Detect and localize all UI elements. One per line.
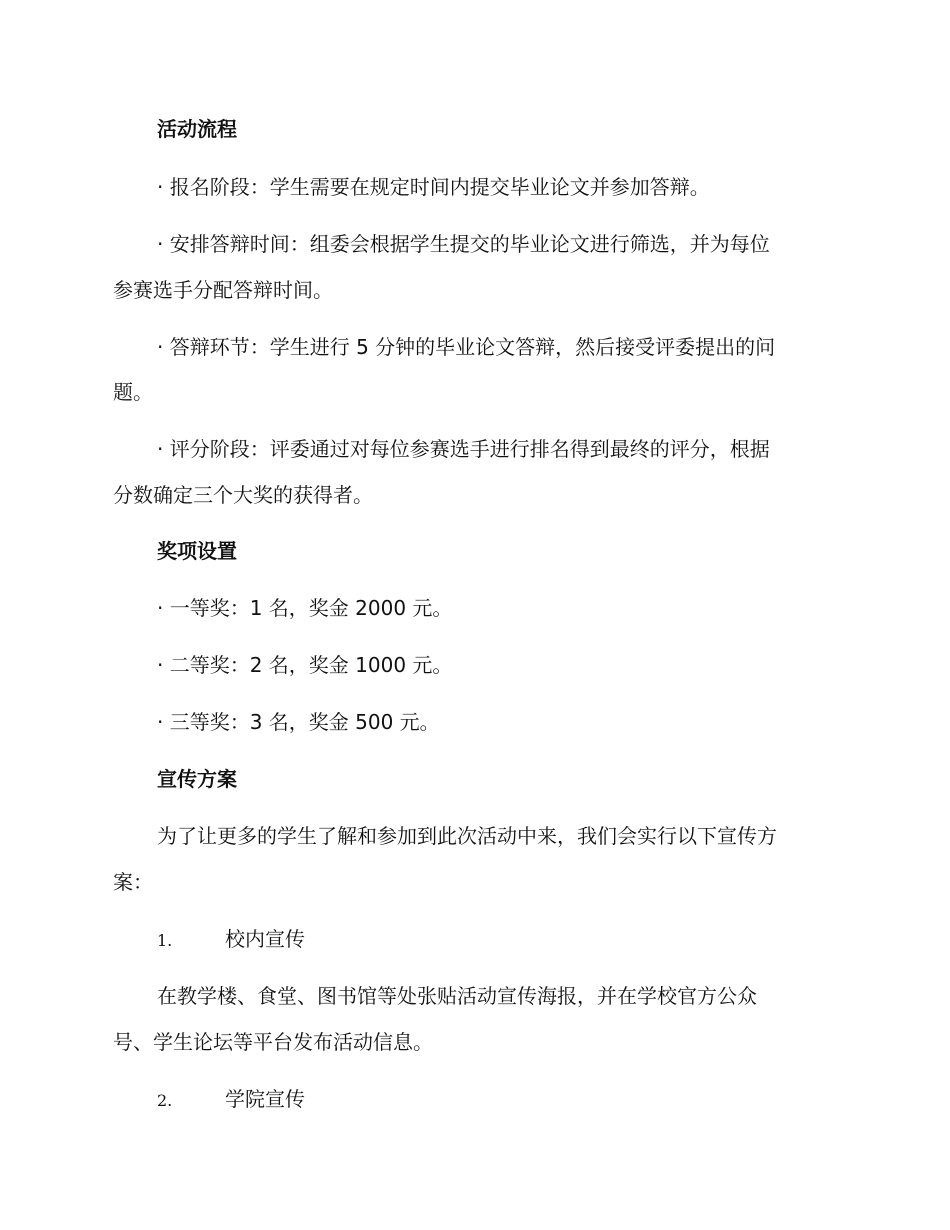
award-item-second: · 二等奖：2 名，奖金 1000 元。	[157, 653, 453, 677]
promotion-list-desc-1-line2: 号、学生论坛等平台发布活动信息。	[113, 1030, 433, 1054]
promotion-list-number-2: 2.	[157, 1091, 173, 1110]
award-item-first: · 一等奖：1 名，奖金 2000 元。	[157, 596, 453, 620]
section-heading-promotion: 宣传方案	[157, 767, 237, 791]
promotion-intro-line2: 案：	[113, 870, 153, 894]
promotion-intro-line1: 为了让更多的学生了解和参加到此次活动中来，我们会实行以下宣传方	[157, 824, 777, 848]
promotion-list-title-2: 学院宣传	[225, 1087, 305, 1111]
promotion-list-title-1: 校内宣传	[225, 927, 305, 951]
flow-item-schedule-line1: · 安排答辩时间：组委会根据学生提交的毕业论文进行筛选，并为每位	[157, 232, 770, 256]
award-item-third: · 三等奖：3 名，奖金 500 元。	[157, 710, 440, 734]
flow-item-scoring-line2: 分数确定三个大奖的获得者。	[113, 483, 373, 507]
flow-item-scoring-line1: · 评分阶段：评委通过对每位参赛选手进行排名得到最终的评分，根据	[157, 437, 770, 461]
promotion-list-number-1: 1.	[157, 931, 173, 950]
section-heading-awards: 奖项设置	[157, 539, 237, 563]
section-heading-flow: 活动流程	[157, 117, 237, 141]
promotion-list-desc-1-line1: 在教学楼、食堂、图书馆等处张贴活动宣传海报，并在学校官方公众	[157, 984, 757, 1008]
flow-item-defense-line2: 题。	[113, 380, 153, 404]
flow-item-registration: · 报名阶段：学生需要在规定时间内提交毕业论文并参加答辩。	[157, 175, 710, 199]
flow-item-defense-line1: · 答辩环节：学生进行 5 分钟的毕业论文答辩，然后接受评委提出的问	[157, 335, 776, 359]
flow-item-schedule-line2: 参赛选手分配答辩时间。	[113, 278, 333, 302]
